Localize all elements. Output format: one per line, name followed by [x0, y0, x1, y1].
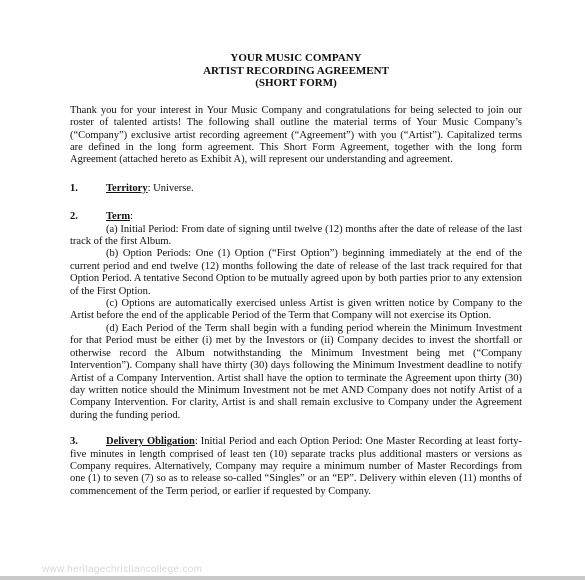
term-item-b: (b) Option Periods: One (1) Option (“First Option”) beginning immediately at the end of the current period and end twelve (12) months following the date of release of the last track required for that Option Period. A tentative Second Option to be mutually agreed upon by both parties prior to any extension of the First Option.	[70, 248, 523, 297]
section-number: 1.	[70, 182, 78, 194]
term-item-d: (d) Each Period of the Term shall begin with a funding period wherein the Minimum Investment for that Period must be either (i) met by the Investors or (ii) Company decides to invest the shortfall or otherwise record the Album notwithstanding the Minimum Investment being met (“Company Intervention”). Company shall have thirty (30) days following the Minimum Investment deadline to notify Artist of a Company Intervention. Artist shall have the option to terminate the Agreement upon thirty (30) day written notice should the Minimum Investment not be met AND Company does not notify Artist of a Company Intervention. For clarity, Artist is and shall remain exclusive to Company under the Agreement during the funding period.	[70, 322, 522, 421]
section-text: : Initial Period and each Option Period: One Master Recording at least forty-five minutes in length comprised of least ten (10) separate tracks plus additional masters or versions as Company requires. Alternatively, Company may require a minimum number of Master Recordings from one (1) to seven (7) so as to release so-called “Singles” or an “EP”. Delivery within eleven (11) months of commencement of the Term period, or earlier if requested by Company.	[70, 436, 522, 497]
agreement-title: ARTIST RECORDING AGREEMENT	[203, 64, 389, 77]
term-item-c: (c) Options are automatically exercised unless Artist is given written notice by Company to the Artist before the end of the applicable Period of the Term that Company will not exercise its Option.	[70, 298, 522, 322]
watermark: www.heritagechristiancollege.com	[42, 564, 203, 575]
page-bottom-edge	[0, 576, 585, 580]
section-text: : Universe.	[147, 182, 194, 194]
section-term	[70, 211, 522, 223]
section-number: 2.	[70, 211, 78, 223]
section-heading: Territory	[106, 182, 148, 194]
section-delivery	[70, 436, 522, 498]
term-item-a: (a) Initial Period: From date of signing until twelve (12) months after the date of release of the last track of the first Album.	[70, 223, 522, 248]
agreement-page	[70, 0, 522, 498]
form-label: (SHORT FORM)	[255, 77, 337, 90]
section-heading: Delivery Obligation	[106, 436, 195, 448]
company-name: YOUR MUSIC COMPANY	[230, 52, 362, 64]
section-number: 3.	[70, 436, 78, 448]
section-text: :	[130, 211, 134, 223]
section-territory	[70, 183, 522, 195]
intro-paragraph: Thank you for your interest in Your Music Company and congratulations for being selected to join our roster of talented artists! The following shall outline the material terms of Your Music Company’s (“Company”) exclusive artist recording agreement (“Agreement”) with you (“Artist”). Capitalized terms are defined in the long form agreement. This Short Form Agreement, together with the long form Agreement (attached hereto as Exhibit A), will represent our understanding and agreement.	[70, 104, 522, 166]
section-heading: Term	[106, 211, 131, 223]
